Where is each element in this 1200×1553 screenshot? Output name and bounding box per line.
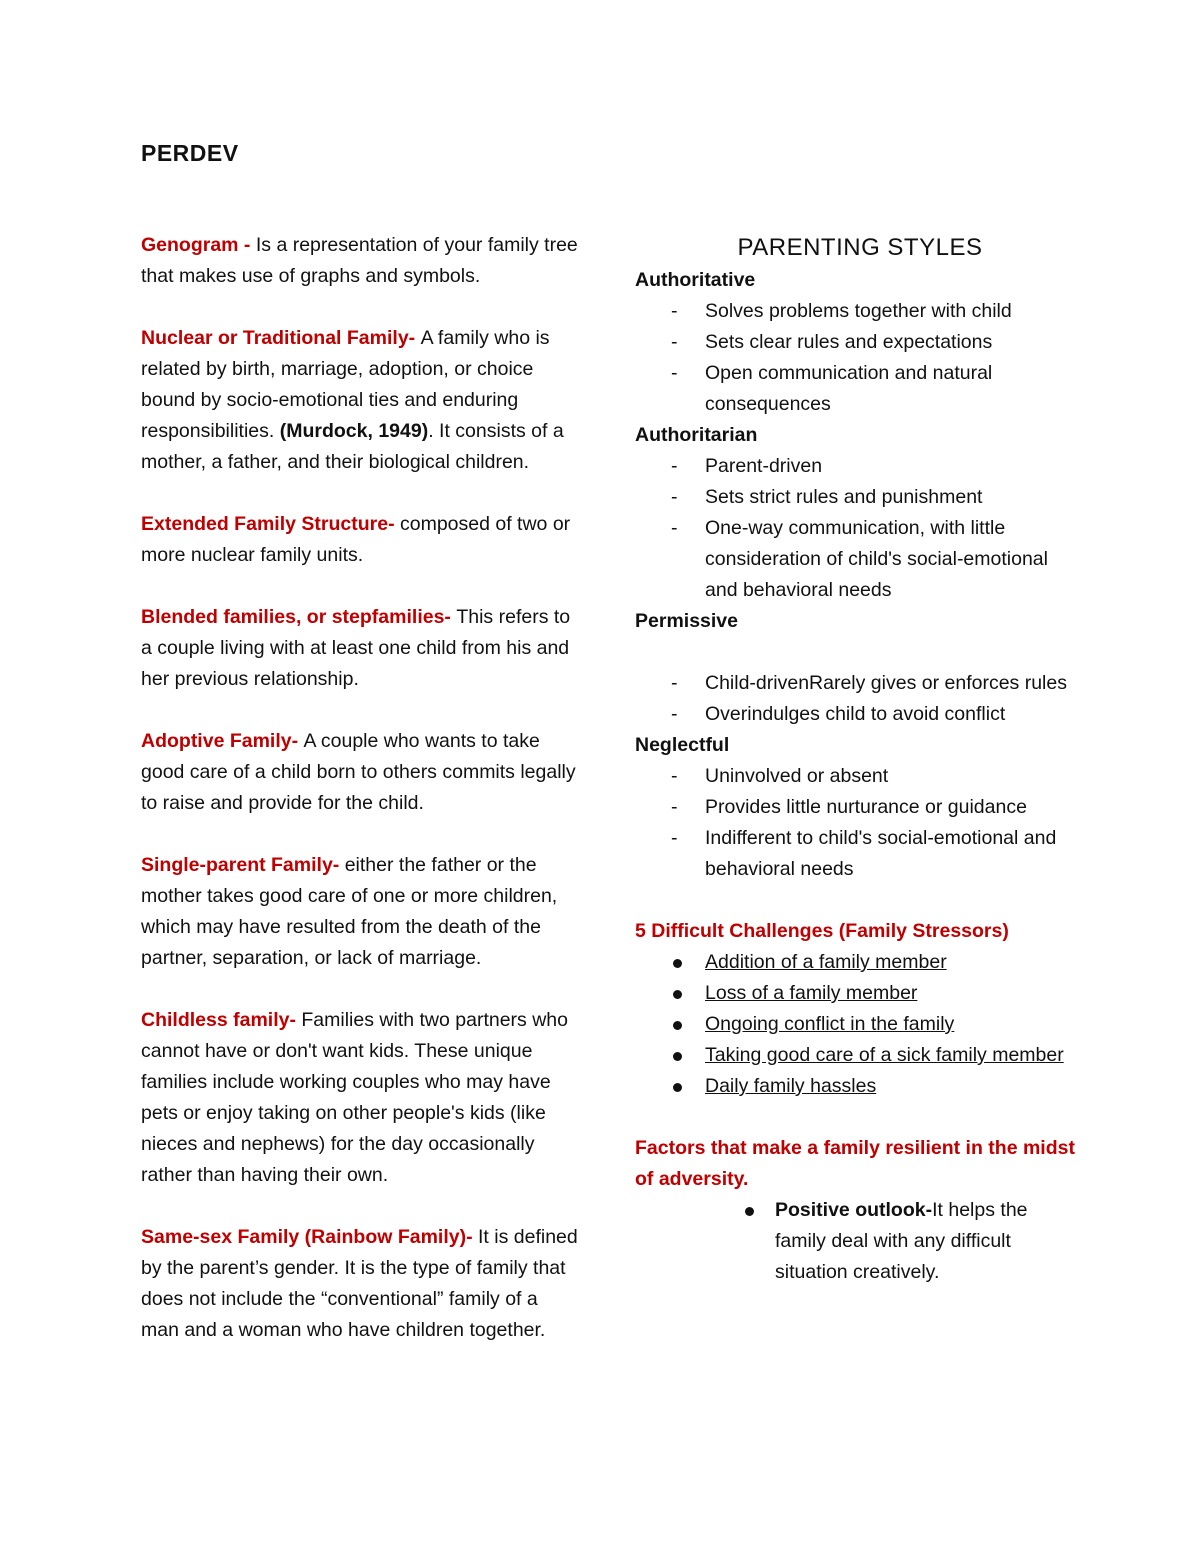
style-neglectful: Neglectful: [635, 734, 730, 756]
challenges-heading: 5 Difficult Challenges (Family Stressors): [635, 920, 1009, 942]
definition-term: Blended families, or stepfamilies-: [141, 606, 457, 628]
definition-term: Nuclear or Traditional Family-: [141, 327, 421, 349]
list-item: - One-way communication, with little consideration of child's social-emotional and behavioral needs: [635, 513, 1075, 606]
list-item: - Open communication and natural consequences: [635, 358, 1075, 420]
definition-term: Genogram -: [141, 234, 256, 256]
definition-term: Adoptive Family-: [141, 730, 304, 752]
definition-extended-family: [141, 509, 581, 571]
definition-text: Families with two partners who cannot have or don't want kids. These unique families include working couples who may have pets or enjoy taking on other people's kids (like nieces and nephews) for the day occasionally rather than having their own.: [141, 1009, 568, 1186]
list-item: - Parent-driven: [635, 451, 1075, 482]
list-item: - Solves problems together with child: [635, 296, 1075, 327]
definition-genogram: [141, 230, 581, 292]
definition-text: It is defined by the parent’s gender. It is the type of family that does not include the “conventional” family of a man and a woman who have children together.: [141, 1226, 578, 1341]
list-item: - Provides little nurturance or guidance: [635, 792, 1075, 823]
definitions-column: [141, 230, 581, 1377]
neglectful-list: [635, 761, 1075, 885]
definition-adoptive-family: [141, 726, 581, 819]
authoritarian-list: [635, 451, 1075, 606]
list-item: Daily family hassles: [635, 1071, 1075, 1102]
parenting-styles-heading: PARENTING STYLES: [737, 234, 983, 261]
definition-term: Extended Family Structure-: [141, 513, 400, 535]
authoritative-list: [635, 296, 1075, 420]
list-item: - Sets clear rules and expectations: [635, 327, 1075, 358]
definition-single-parent-family: [141, 850, 581, 974]
definition-term: Same-sex Family (Rainbow Family)-: [141, 1226, 479, 1248]
style-permissive: Permissive: [635, 610, 738, 632]
list-item: - Uninvolved or absent: [635, 761, 1075, 792]
list-item: - Indifferent to child's social-emotional and behavioral needs: [635, 823, 1075, 885]
permissive-list: [635, 668, 1075, 730]
list-item: Taking good care of a sick family member: [635, 1040, 1075, 1071]
style-authoritative: Authoritative: [635, 269, 756, 291]
list-item: - Child-drivenRarely gives or enforces rules: [635, 668, 1075, 699]
definition-text: either the father or the mother takes good care of one or more children, which may have resulted from the death of the partner, separation, or lack of marriage.: [141, 854, 558, 969]
parenting-column: [635, 231, 1075, 1288]
challenges-list: [635, 947, 1075, 1102]
definition-text: This refers to a couple living with at least one child from his and her previous relationship.: [141, 606, 571, 690]
resilience-heading: Factors that make a family resilient in the midst of adversity.: [635, 1137, 1075, 1190]
definition-text: A family who is related by birth, marriage, adoption, or choice bound by socio-emotional ties and enduring responsibilities.: [141, 327, 550, 442]
definition-text: Is a representation of your family tree that makes use of graphs and symbols.: [141, 234, 578, 287]
page-title: PERDEV: [141, 140, 239, 166]
list-item: [635, 1195, 1075, 1288]
list-item: - Sets strict rules and punishment: [635, 482, 1075, 513]
list-item: Addition of a family member: [635, 947, 1075, 978]
factor-text: It helps the family deal with any difficult situation creatively.: [775, 1199, 1028, 1283]
list-item: Ongoing conflict in the family: [635, 1009, 1075, 1040]
definition-blended-family: [141, 602, 581, 695]
definition-text-after: . It consists of a mother, a father, and their biological children.: [141, 420, 564, 473]
blank-line: [635, 885, 1075, 916]
factor-term: Positive outlook-: [775, 1199, 933, 1221]
list-item: Loss of a family member: [635, 978, 1075, 1009]
definition-term: Childless family-: [141, 1009, 302, 1031]
blank-line: [635, 637, 1075, 668]
citation: (Murdock, 1949): [279, 420, 429, 442]
definition-term: Single-parent Family-: [141, 854, 345, 876]
definition-text: composed of two or more nuclear family units.: [141, 513, 571, 566]
blank-line: [635, 1102, 1075, 1133]
definition-text: A couple who wants to take good care of a child born to others commits legally to raise and provide for the child.: [141, 730, 576, 814]
definition-same-sex-family: [141, 1222, 581, 1346]
definition-childless-family: [141, 1005, 581, 1191]
definition-nuclear-family: [141, 323, 581, 478]
style-authoritarian: Authoritarian: [635, 424, 758, 446]
list-item: - Overindulges child to avoid conflict: [635, 699, 1075, 730]
resilience-list: [635, 1195, 1075, 1288]
